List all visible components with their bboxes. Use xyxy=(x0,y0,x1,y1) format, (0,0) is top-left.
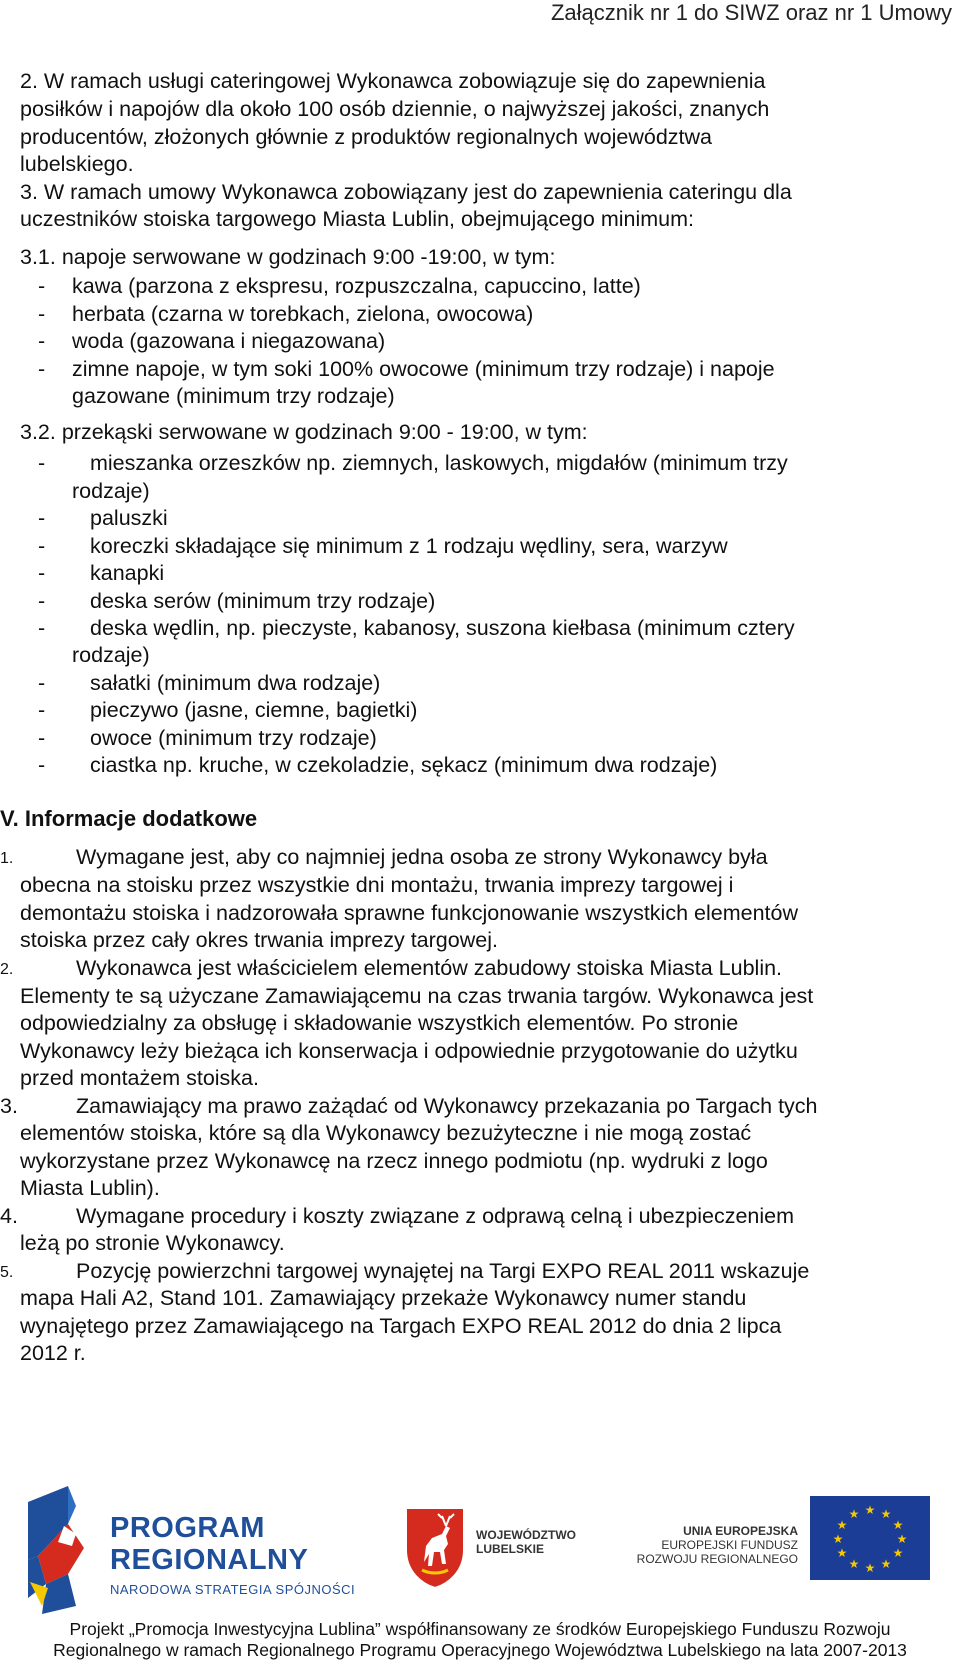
p1-line-3: demontażu stoiska i nadzorowała sprawne funkcjonowanie wszystkich elementów xyxy=(20,901,798,925)
sec32-item-1: mieszanka orzeszków np. ziemnych, laskowych, migdałów (minimum trzy xyxy=(90,451,788,475)
sec31-dash-1: - xyxy=(38,274,46,298)
page-header: Załącznik nr 1 do SIWZ oraz nr 1 Umowy xyxy=(550,0,952,25)
p5-number: 5. xyxy=(0,1264,14,1281)
sec32-item-10: ciastka np. kruche, w czekoladzie, sękacz (minimum dwa rodzaje) xyxy=(90,753,718,777)
p5-line-3: wynajętego przez Zamawiającego na Targach EXPO REAL 2012 do dnia 2 lipca xyxy=(20,1314,782,1338)
sec2-line-1: 2. W ramach usługi cateringowej Wykonawca zobowiązuje się do zapewnienia xyxy=(20,69,766,93)
sec31-item-4-cont: gazowane (minimum trzy rodzaje) xyxy=(72,384,395,408)
p1-number: 1. xyxy=(0,850,14,867)
p2-line-1: Wykonawca jest właścicielem elementów zabudowy stoiska Miasta Lublin. xyxy=(76,956,783,980)
program-logo-line-2: REGIONALNY xyxy=(110,1544,309,1576)
ue-logo-line-1: UNIA EUROPEJSKA xyxy=(683,1524,798,1538)
sec32-dash-10: - xyxy=(38,753,46,777)
svg-text:★: ★ xyxy=(864,1561,876,1575)
wojewodztwo-logo-line-1: WOJEWÓDZTWO xyxy=(476,1528,576,1542)
sec32-dash-3: - xyxy=(38,534,46,558)
sec3-line-2: uczestników stoiska targowego Miasta Lublin, obejmującego minimum: xyxy=(20,207,694,231)
p1-line-2: obecna na stoisku przez wszystkie dni montażu, trwania imprezy targowej i xyxy=(20,873,734,897)
p5-line-4: 2012 r. xyxy=(20,1341,86,1365)
svg-text:★: ★ xyxy=(848,1557,860,1571)
svg-text:★: ★ xyxy=(836,1546,848,1560)
sec32-item-9: owoce (minimum trzy rodzaje) xyxy=(90,726,377,750)
sec2-line-4: lubelskiego. xyxy=(20,152,134,176)
sec32-dash-9: - xyxy=(38,726,46,750)
program-regionalny-logo xyxy=(28,1486,388,1616)
sec32-item-8: pieczywo (jasne, ciemne, bagietki) xyxy=(90,698,418,722)
sec31-dash-3: - xyxy=(38,329,46,353)
ue-logo-line-2: EUROPEJSKI FUNDUSZ xyxy=(661,1538,798,1552)
sec32-dash-2: - xyxy=(38,506,46,530)
program-regionalny-flag-icon xyxy=(28,1486,88,1616)
svg-text:★: ★ xyxy=(892,1518,904,1532)
svg-text:★: ★ xyxy=(892,1546,904,1560)
p3-line-3: wykorzystane przez Wykonawcę na rzecz innego podmiotu (np. wydruki z logo xyxy=(20,1149,768,1173)
sec31-dash-2: - xyxy=(38,302,46,326)
svg-text:★: ★ xyxy=(864,1503,876,1517)
wojewodztwo-logo-line-2: LUBELSKIE xyxy=(476,1542,545,1556)
sec32-dash-1: - xyxy=(38,451,46,475)
p2-line-2: Elementy te są użyczane Zamawiającemu na czas trwania targów. Wykonawca jest xyxy=(20,984,814,1008)
sec32-item-1-cont: rodzaje) xyxy=(72,479,150,503)
logos-strip xyxy=(0,1486,960,1616)
p5-line-2: mapa Hali A2, Stand 101. Zamawiający przekaże Wykonawcy numer standu xyxy=(20,1286,747,1310)
section-v-heading: V. Informacje dodatkowe xyxy=(0,806,258,831)
eu-flag-icon xyxy=(810,1496,930,1580)
sec31-dash-4: - xyxy=(38,357,46,381)
sec32-item-7: sałatki (minimum dwa rodzaje) xyxy=(90,671,381,695)
svg-text:★: ★ xyxy=(880,1507,892,1521)
p5-line-1: Pozycję powierzchni targowej wynajętej na Targi EXPO REAL 2011 wskazuje xyxy=(76,1259,810,1283)
sec32-dash-5: - xyxy=(38,589,46,613)
svg-text:★: ★ xyxy=(832,1532,844,1546)
sec32-item-6: deska wędlin, np. pieczyste, kabanosy, suszona kiełbasa (minimum cztery xyxy=(90,616,795,640)
sec32-title: 3.2. przekąski serwowane w godzinach 9:00 - 19:00, w tym: xyxy=(20,420,588,444)
sec2-line-3: producentów, złożonych głównie z produktów regionalnych województwa xyxy=(20,125,712,149)
sec32-item-3: koreczki składające się minimum z 1 rodzaju wędliny, sera, warzyw xyxy=(90,534,728,558)
p1-line-1: Wymagane jest, aby co najmniej jedna osoba ze strony Wykonawcy była xyxy=(76,845,768,869)
unia-europejska-logo xyxy=(600,1496,950,1596)
svg-text:★: ★ xyxy=(880,1557,892,1571)
p2-line-5: przed montażem stoiska. xyxy=(20,1066,259,1090)
sec32-dash-6: - xyxy=(38,616,46,640)
program-logo-line-1: PROGRAM xyxy=(110,1512,265,1544)
sec3-line-1: 3. W ramach umowy Wykonawca zobowiązany jest do zapewnienia cateringu dla xyxy=(20,180,792,204)
program-logo-line-3: NARODOWA STRATEGIA SPÓJNOŚCI xyxy=(110,1582,356,1597)
p1-line-4: stoiska przez cały okres trwania imprezy targowej. xyxy=(20,928,498,952)
sec31-item-2: herbata (czarna w torebkach, zielona, owocowa) xyxy=(72,302,534,326)
p2-line-4: Wykonawcy leży bieżąca ich konserwacja i odpowiednie przygotowanie do użytku xyxy=(20,1039,798,1063)
ue-logo-line-3: ROZWOJU REGIONALNEGO xyxy=(636,1552,798,1566)
coat-of-arms-deer-icon xyxy=(402,1504,468,1590)
sec31-item-4: zimne napoje, w tym soki 100% owocowe (minimum trzy rodzaje) i napoje xyxy=(72,357,775,381)
sec2-line-2: posiłków i napojów dla około 100 osób dziennie, o najwyższej jakości, znanych xyxy=(20,97,770,121)
sec32-dash-8: - xyxy=(38,698,46,722)
sec31-item-1: kawa (parzona z ekspresu, rozpuszczalna, capuccino, latte) xyxy=(72,274,641,298)
sec32-item-4: kanapki xyxy=(90,561,165,585)
sec32-item-2: paluszki xyxy=(90,506,168,530)
p2-line-3: odpowiedzialny za obsługę i składowanie wszystkich elementów. Po stronie xyxy=(20,1011,739,1035)
svg-text:★: ★ xyxy=(896,1532,908,1546)
p2-number: 2. xyxy=(0,961,14,978)
sec32-dash-7: - xyxy=(38,671,46,695)
sec31-title: 3.1. napoje serwowane w godzinach 9:00 -19:00, w tym: xyxy=(20,245,556,269)
p3-line-2: elementów stoiska, które są dla Wykonawcy bezużyteczne i nie mogą zostać xyxy=(20,1121,752,1145)
wojewodztwo-lubelskie-logo xyxy=(402,1504,592,1604)
sec32-dash-4: - xyxy=(38,561,46,585)
svg-text:★: ★ xyxy=(848,1507,860,1521)
svg-text:★: ★ xyxy=(836,1518,848,1532)
p3-number: 3. xyxy=(0,1094,18,1118)
p3-line-1: Zamawiający ma prawo zażądać od Wykonawcy przekazania po Targach tych xyxy=(76,1094,818,1118)
footer-line-1: Projekt „Promocja Inwestycyjna Lublina” współfinansowany ze środków Europejskiego Funduszu Rozwoju xyxy=(69,1619,891,1639)
p3-line-4: Miasta Lublin). xyxy=(20,1176,160,1200)
p4-line-1: Wymagane procedury i koszty związane z odprawą celną i ubezpieczeniem xyxy=(76,1204,795,1228)
sec32-item-5: deska serów (minimum trzy rodzaje) xyxy=(90,589,436,613)
sec31-item-3: woda (gazowana i niegazowana) xyxy=(72,329,386,353)
sec32-item-6-cont: rodzaje) xyxy=(72,643,150,667)
footer-line-2: Regionalnego w ramach Regionalnego Programu Operacyjnego Województwa Lubelskiego na lata 2007-2013 xyxy=(53,1640,907,1660)
p4-line-2: leżą po stronie Wykonawcy. xyxy=(20,1231,285,1255)
p4-number: 4. xyxy=(0,1204,18,1228)
